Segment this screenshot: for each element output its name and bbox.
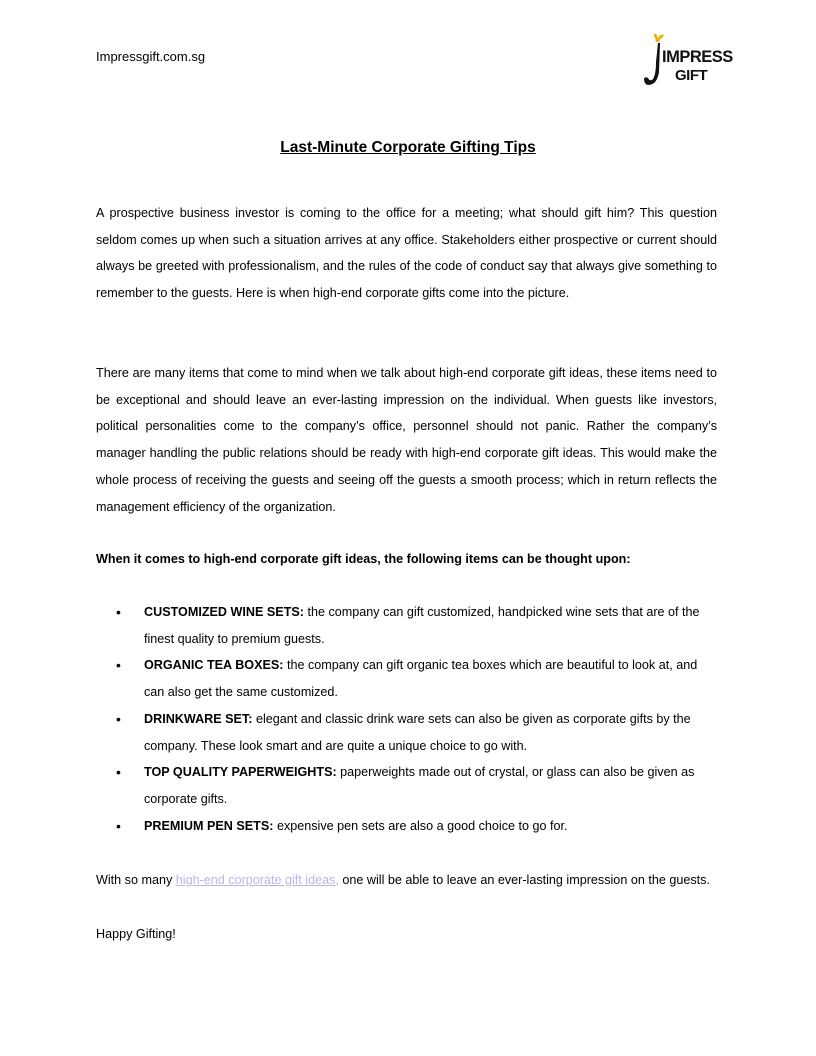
list-item-term: TOP QUALITY PAPERWEIGHTS:	[144, 765, 337, 780]
gift-ideas-link[interactable]: high-end corporate gift ideas,	[175, 873, 339, 887]
list-item	[96, 759, 717, 812]
list-item-term: DRINKWARE SET:	[144, 711, 253, 726]
closing-paragraph	[96, 867, 717, 894]
header-site-name: Impressgift.com.sg	[96, 49, 206, 64]
document-title: Last-Minute Corporate Gifting Tips	[280, 139, 536, 156]
list-item-text: expensive pen sets are also a good choice to go for.	[273, 818, 568, 833]
logo-line1: IMPRESS	[662, 48, 733, 66]
list-item-text: paperweights made out of crystal, or glass can also be given as corporate gifts.	[144, 765, 695, 806]
list-item	[96, 706, 717, 759]
bullet-icon: •	[116, 710, 121, 727]
intro-paragraph: A prospective business investor is coming to the office for a meeting; what should gift him? This question seldom comes up when such a situation arrives at any office. Stakeholders either prospective or current should always be greeted with professionalism, and the rules of the code of conduct say that always give something to remember to the guests. Here is when high-end corporate gifts come into the picture.	[96, 206, 717, 301]
list-item-text: elegant and classic drink ware sets can also be given as corporate gifts by the company. These look smart and are quite a unique choice to go with.	[144, 711, 691, 753]
list-item	[96, 652, 717, 705]
list-item	[96, 813, 717, 840]
bullet-icon: •	[116, 657, 121, 674]
gift-ideas-list	[96, 599, 717, 839]
list-lead-in: When it comes to high-end corporate gift ideas, the following items can be thought upon:	[96, 552, 631, 566]
list-item	[96, 599, 717, 652]
ideas-paragraph: There are many items that come to mind when we talk about high-end corporate gift ideas, these items need to be exceptional and should leave an ever-lasting impression on the individual. When guests like investors, political personalities come to the company’s office, personnel should not panic. Rather the company’s manager handling the public relations should be ready with high-end corporate gift ideas. This would make the whole process of receiving the guests and seeing off the guests a smooth process; which in return reflects the management efficiency of the organization.	[96, 366, 717, 514]
bullet-icon: •	[116, 764, 121, 781]
list-item-term: ORGANIC TEA BOXES:	[144, 658, 284, 673]
logo-line2: GIFT	[675, 67, 708, 84]
closing-text-before: With so many	[96, 873, 176, 887]
bullet-icon: •	[116, 817, 121, 834]
bullet-icon: •	[116, 604, 121, 620]
list-item-text: the company can gift customized, handpicked wine sets that are of the finest quality to premium guests.	[144, 605, 700, 646]
list-item-term: PREMIUM PEN SETS:	[144, 818, 274, 833]
logo-graphic	[640, 32, 733, 90]
signoff: Happy Gifting!	[96, 927, 176, 941]
list-item-text: the company can gift organic tea boxes which are beautiful to look at, and can also get the same customized.	[144, 658, 698, 700]
closing-text-after: one will be able to leave an ever-lasting impression on the guests.	[338, 873, 710, 887]
impress-gift-logo	[640, 32, 733, 90]
list-item-term: CUSTOMIZED WINE SETS:	[144, 605, 304, 619]
